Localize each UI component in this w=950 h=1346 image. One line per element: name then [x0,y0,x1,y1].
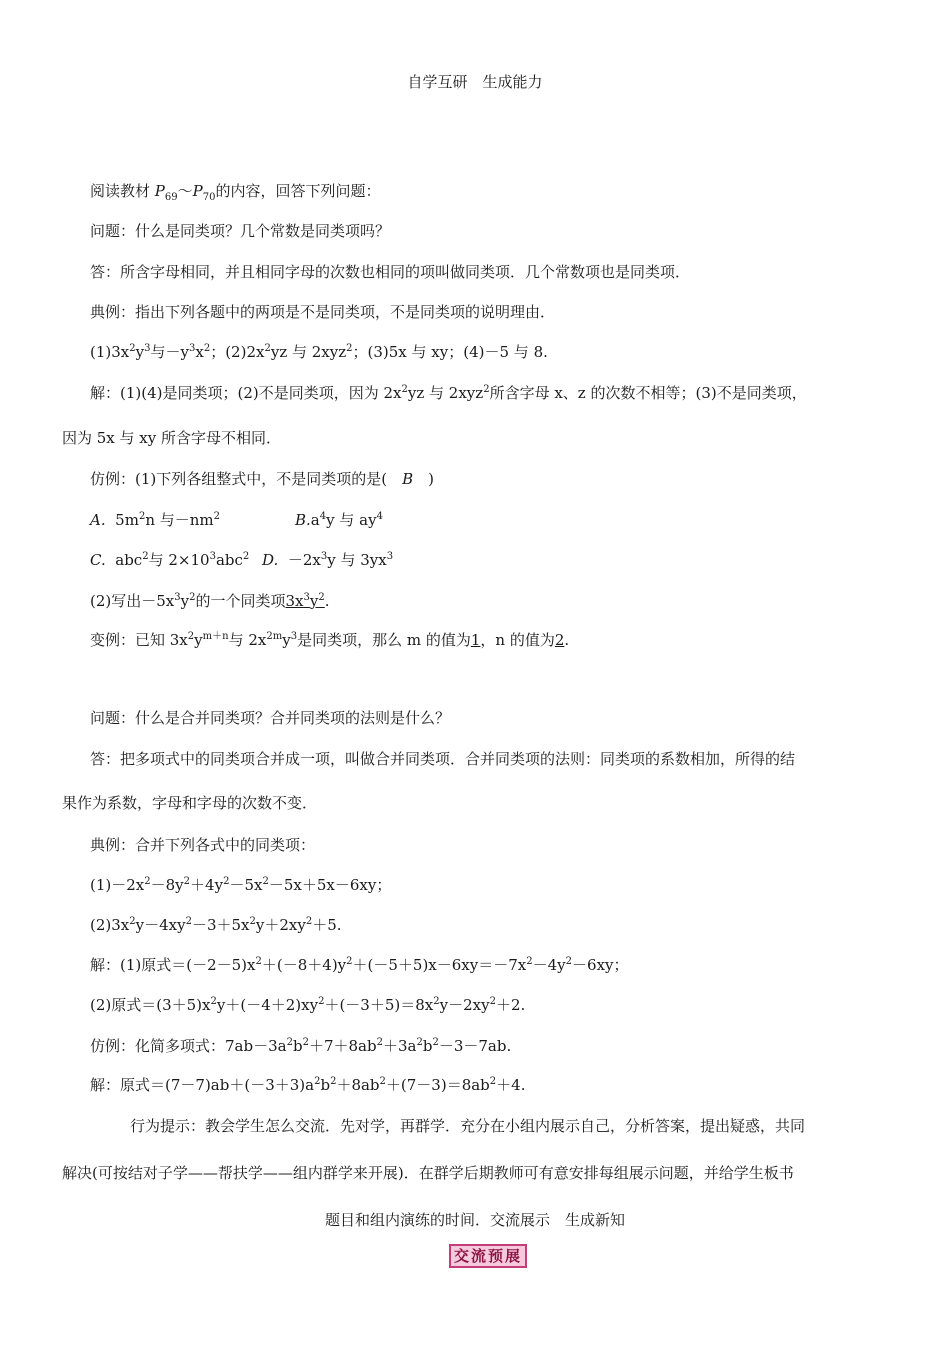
solution-1: 解：(1)(4)是同类项；(2)不是同类项，因为 $2x^2yz$ 与 2xyz$^2$所含字母 x、z 的次数不相等；(3)不是同类项， [90,384,807,402]
behavior-tip-line-3: 题目和组内演练的时间．交流展示 生成新知 [324,1211,625,1229]
m-answer: 1 [470,631,481,649]
imitation-3: 仿例：化简多项式：$7ab-3a^2b^2+7+8ab^2+3a^2b^2-3-7ab$. [90,1037,512,1055]
option-b: $B.a^4y$ 与 $ay^4$ [295,511,383,529]
example-1-prompt: 典例：指出下列各题中的两项是不是同类项，不是同类项的说明理由． [90,303,556,321]
example-2-item-1: $(1)-2x^2-8y^2+4y^2-5x^2-5x+5x-6xy$； [90,876,392,894]
example-2-item-2: $(2)3x^2y-4xy^2-3+5x^2y+2xy^2+5$. [90,916,342,934]
option-a: A. $5m^2n$ 与$-nm^2$ [90,511,221,529]
answer-2-continued: 果作为系数，字母和字母的次数不变． [62,794,318,812]
option-c: C. abc$^2$与 $2\times 10^3abc^2$ [90,551,250,569]
intro-line: 阅读教材 $P_{69}\sim P_{70}$的内容，回答下列问题： [90,182,381,203]
imitation-2: (2)写出$-5x^3y^2$的一个同类项$3x^3y^2$. [90,592,330,610]
answer-1: 答：所含字母相同，并且相同字母的次数也相同的项叫做同类项．几个常数项也是同类项． [90,263,691,281]
imitation-1: 仿例：(1)下列各组整式中，不是同类项的是( B ) [90,470,434,488]
imitation-2-answer: $3x^3y^2$ [285,592,325,610]
solution-2-item-2: (2)原式$=(3+5)x^2y+(-4+2)xy^2+(-3+5)=8x^2y-2xy^2+2$. [90,996,526,1014]
answer-2: 答：把多项式中的同类项合并成一项，叫做合并同类项．合并同类项的法则：同类项的系数相加，所得的结 [90,750,796,768]
question-1: 问题：什么是同类项？几个常数是同类项吗？ [90,222,391,240]
n-answer: 2 [554,631,565,649]
variation-1: 变例：已知 $3x^2y^{m+n}$与 $2x^{2m}y^3$是同类项，那么 m 的值为1，n 的值为2. [90,631,570,649]
section-heading: 自学互研 生成能力 [407,73,543,91]
behavior-tip-line-2: 解决(可按结对子学——帮扶学——组内群学来开展)．在群学后期教师可有意安排每组展示问题，并给学生板书 [62,1164,794,1182]
option-d: D. $-2x^3y$ 与 $3yx^3$ [262,551,394,569]
example-2-prompt: 典例：合并下列各式中的同类项： [90,836,316,854]
solution-1-continued: 因为 5x 与 xy 所含字母不相同． [62,429,282,447]
solution-3: 解：原式$=(7-7)ab+(-3+3)a^2b^2+8ab^2+(7-3)=8ab^2+4$. [90,1076,526,1094]
behavior-tip-line-1: 行为提示：教会学生怎么交流．先对学，再群学．充分在小组内展示自己，分析答案，提出疑惑，共同 [130,1117,806,1135]
example-1-items: $(1)3x^2y^3$与$-y^3x^2$；$(2)2x^2yz$ 与 2xyz$^2$；(3)5x 与 xy；(4)－5 与 8. [90,343,548,361]
answer-choice: B [402,470,414,488]
exchange-preview-badge: 交流预展 [449,1244,527,1268]
question-2: 问题：什么是合并同类项？合并同类项的法则是什么？ [90,709,451,727]
solution-2-item-1: 解：(1)原式$=(-2-5)x^2+(-8+4)y^2+(-5+5)x-6xy=-7x^2-4y^2-6xy$； [90,956,629,974]
